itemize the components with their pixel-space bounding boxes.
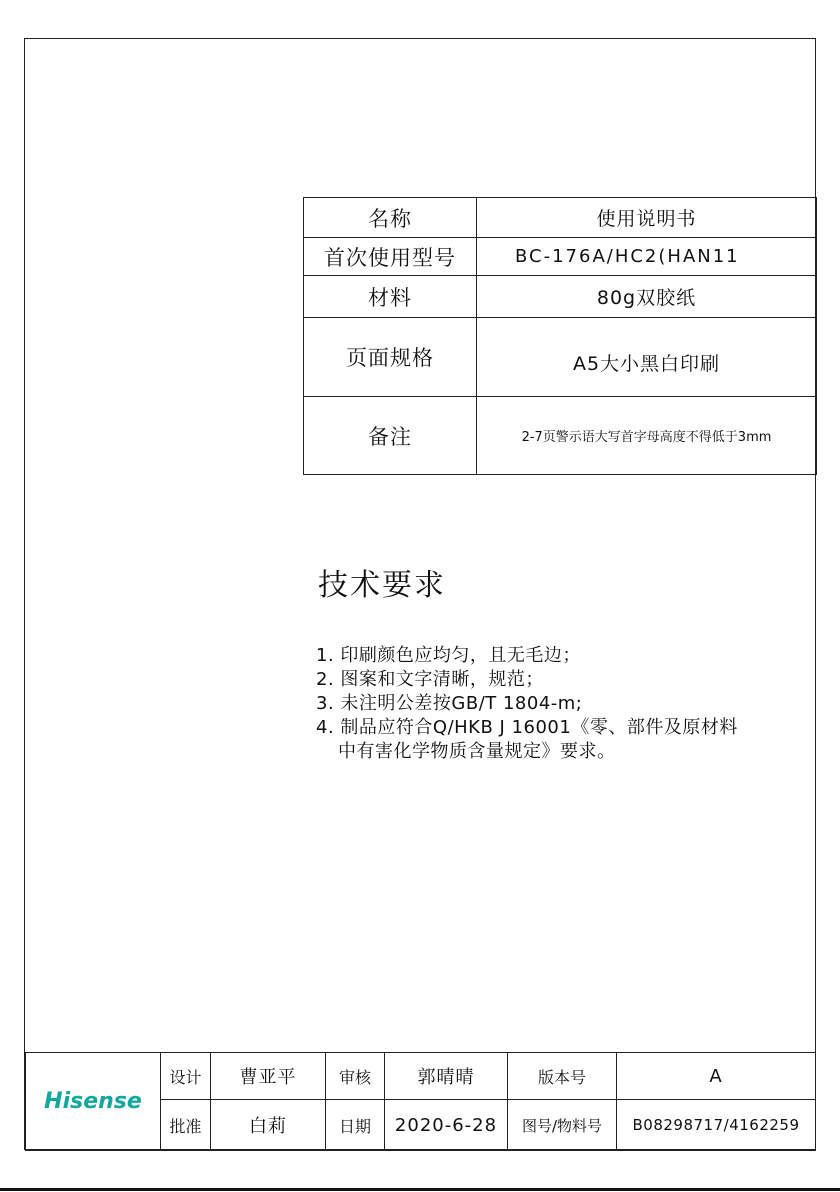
spec-value: 2-7页警示语大写首字母高度不得低于3mm [477, 397, 817, 475]
list-item: 中有害化学物质含量规定》要求。 [338, 741, 616, 762]
part-number-value: B08298717/4162259 [617, 1100, 816, 1151]
tech-requirements-title: 技术要求 [318, 568, 446, 603]
part-number-label: 图号/物料号 [508, 1100, 617, 1151]
spec-value: A5大小黑白印刷 [477, 318, 817, 397]
spec-label: 首次使用型号 [304, 238, 477, 276]
version-value: A [617, 1053, 816, 1100]
spec-value: BC-176A/HC2(HAN11 [477, 238, 817, 276]
version-label: 版本号 [508, 1053, 617, 1100]
spec-row-name [304, 198, 817, 238]
spec-value: 使用说明书 [477, 198, 817, 238]
approve-value: 白莉 [211, 1100, 326, 1151]
hisense-logo: Hisense [44, 1089, 142, 1114]
review-value: 郭晴晴 [385, 1053, 508, 1100]
spec-label: 备注 [304, 397, 477, 475]
spec-label: 页面规格 [304, 318, 477, 397]
spec-value: 80g双胶纸 [477, 276, 817, 318]
list-item: 3. 未注明公差按GB/T 1804-m; [316, 693, 583, 714]
design-value: 曹亚平 [211, 1053, 326, 1100]
date-value: 2020-6-28 [385, 1100, 508, 1151]
spec-row-page-format [304, 318, 817, 397]
list-item: 2. 图案和文字清晰，规范； [316, 669, 544, 690]
bottom-edge-line [0, 1188, 840, 1191]
spec-row-remark [304, 397, 817, 475]
approve-label: 批准 [161, 1100, 211, 1151]
spec-row-model [304, 238, 817, 276]
title-block [25, 1052, 816, 1151]
list-item: 1. 印刷颜色应均匀，且无毛边； [316, 645, 581, 666]
spec-label: 名称 [304, 198, 477, 238]
spec-label: 材料 [304, 276, 477, 318]
list-item: 4. 制品应符合Q/HKB J 16001《零、部件及原材料 [316, 717, 738, 738]
spec-row-material [304, 276, 817, 318]
design-label: 设计 [161, 1053, 211, 1100]
review-label: 审核 [326, 1053, 385, 1100]
spec-table [303, 197, 817, 475]
logo-cell [26, 1053, 161, 1151]
date-label: 日期 [326, 1100, 385, 1151]
tech-requirements-list [316, 644, 738, 764]
